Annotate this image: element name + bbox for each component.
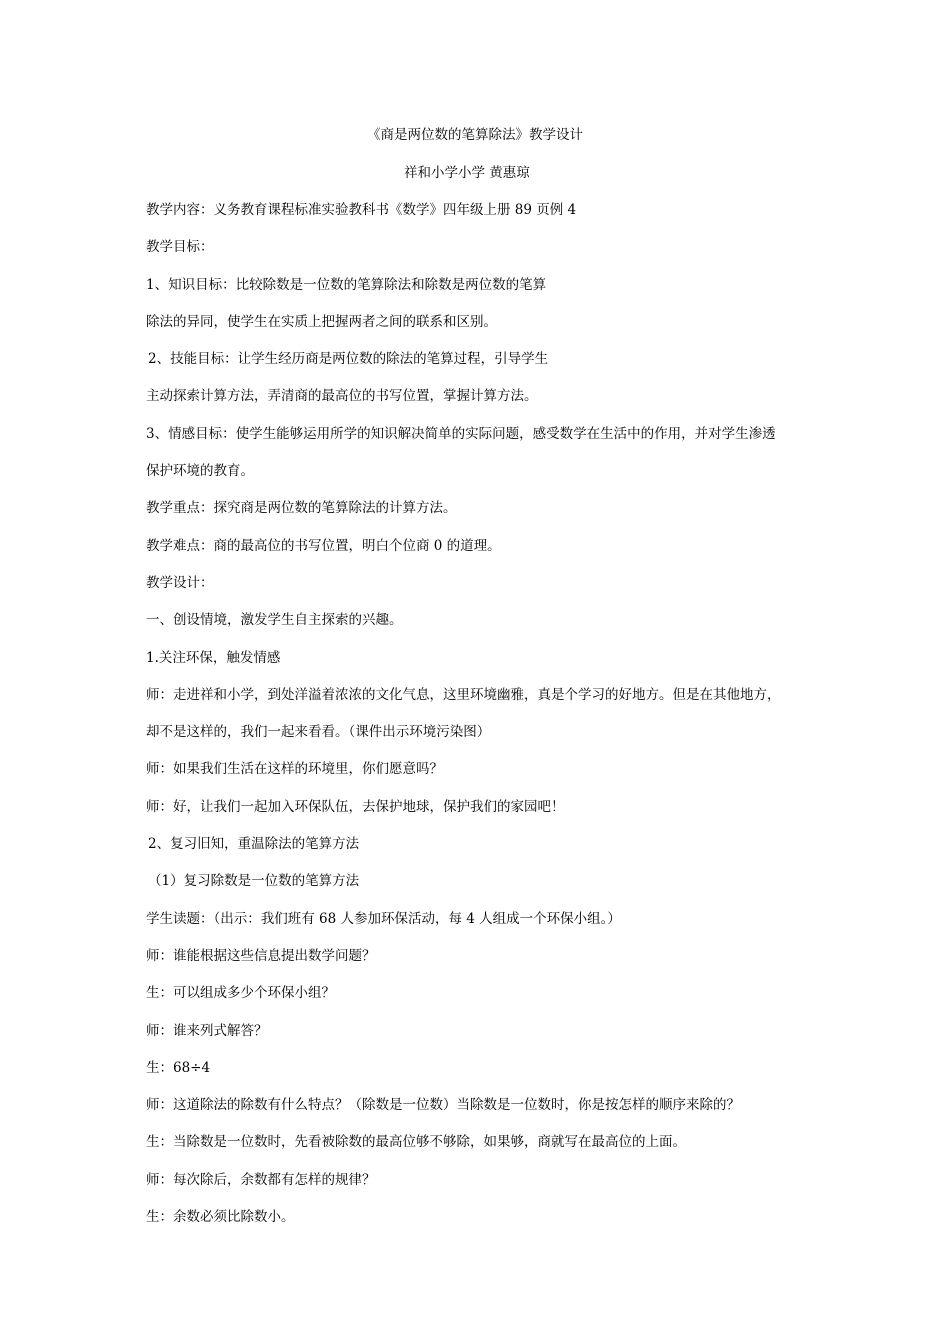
paragraph-line: 教学目标： bbox=[146, 239, 214, 256]
paragraph-line: 生：可以组成多少个环保小组？ bbox=[146, 985, 335, 1002]
paragraph-line: 1.关注环保，触发情感 bbox=[146, 649, 281, 666]
paragraph-line: 保护环境的教育。 bbox=[146, 463, 254, 480]
paragraph-line: 主动探索计算方法，弄清商的最高位的书写位置，掌握计算方法。 bbox=[146, 388, 538, 405]
paragraph-line: 生：当除数是一位数时，先看被除数的最高位够不够除，如果够，商就写在最高位的上面。 bbox=[146, 1134, 686, 1151]
document-author: 祥和小学小学 黄惠琼 bbox=[404, 165, 530, 181]
paragraph-line: 生：68÷4 bbox=[146, 1059, 211, 1076]
paragraph-line: 师：谁来列式解答？ bbox=[146, 1022, 268, 1039]
paragraph-line: 1、知识目标：比较除数是一位数的笔算除法和除数是两位数的笔算 bbox=[146, 276, 547, 293]
paragraph-line: 2、技能目标：让学生经历商是两位数的除法的笔算过程，引导学生 bbox=[148, 351, 549, 368]
paragraph-line: 除法的异同，使学生在实质上把握两者之间的联系和区别。 bbox=[146, 313, 497, 330]
paragraph-line: 生：余数必须比除数小。 bbox=[146, 1209, 295, 1226]
paragraph-line: 教学设计： bbox=[146, 574, 214, 591]
paragraph-line: 2、复习旧知，重温除法的笔算方法 bbox=[148, 836, 360, 853]
document-body bbox=[146, 200, 826, 1244]
paragraph-line: 学生读题：（出示：我们班有 68 人参加环保活动，每 4 人组成一个环保小组。） bbox=[146, 910, 621, 927]
paragraph-line: 师：好，让我们一起加入环保队伍，去保护地球，保护我们的家园吧！ bbox=[146, 798, 565, 815]
document-title: 《商是两位数的笔算除法》教学设计 bbox=[367, 127, 583, 143]
paragraph-line: 却不是这样的，我们一起来看看。（课件出示环境污染图） bbox=[146, 724, 491, 741]
paragraph-line: 教学难点：商的最高位的书写位置，明白个位商 0 的道理。 bbox=[146, 537, 501, 554]
paragraph-line: 师：走进祥和小学，到处洋溢着浓浓的文化气息，这里环境幽雅，真是个学习的好地方。但是在其他地方， bbox=[146, 686, 781, 703]
paragraph-line: （1）复习除数是一位数的笔算方法 bbox=[148, 873, 360, 890]
paragraph-line: 师：这道除法的除数有什么特点？（除数是一位数）当除数是一位数时，你是按怎样的顺序来除的？ bbox=[146, 1097, 740, 1114]
paragraph-line: 3、情感目标：使学生能够运用所学的知识解决简单的实际问题，感受数学在生活中的作用，并对学生渗透 bbox=[146, 425, 776, 442]
paragraph-line: 师：谁能根据这些信息提出数学问题？ bbox=[146, 947, 376, 964]
paragraph-line: 教学重点：探究商是两位数的笔算除法的计算方法。 bbox=[146, 500, 457, 517]
paragraph-line: 师：每次除后，余数都有怎样的规律？ bbox=[146, 1171, 376, 1188]
paragraph-line: 师：如果我们生活在这样的环境里，你们愿意吗？ bbox=[146, 761, 443, 778]
paragraph-line: 教学内容：义务教育课程标准实验教科书《数学》四年级上册 89 页例 4 bbox=[146, 202, 577, 218]
paragraph-line: 一、创设情境，激发学生自主探索的兴趣。 bbox=[146, 612, 403, 629]
